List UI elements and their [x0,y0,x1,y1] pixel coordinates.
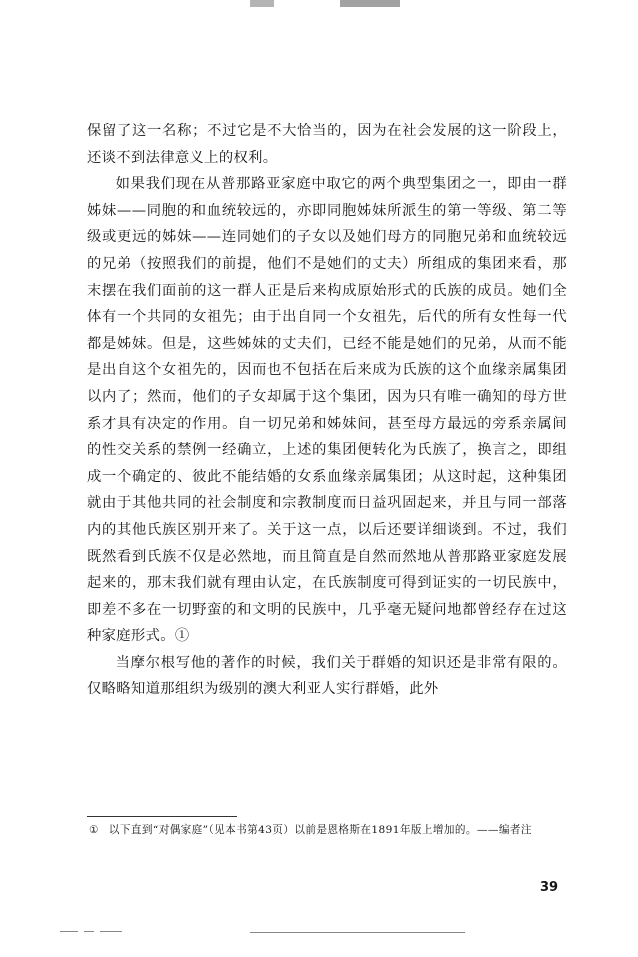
page-number: 39 [540,880,559,895]
footnote-marker: ① [89,824,99,836]
scan-artifact-bottom [60,931,620,939]
paragraph-morgan: 当摩尔根写他的著作的时候，我们关于群婚的知识还是非常有限的。仅略略知道那组织为级别的澳大利亚人实行群婚，此外 [87,654,567,698]
scan-artifact-top [250,0,400,7]
paragraph-clan-formation: 如果我们现在从普那路亚家庭中取它的两个典型集团之一，即由一群姊妹——同胞的和血统较远的，亦即同胞姊妹所派生的第一等级、第二等级或更远的姊妹——连同她们的子女以及她们母方的同胞兄弟和血统较远的兄弟（按照我们的前提，他们不是她们的丈夫）所组成的集团来看，那末摆在我们面前的这一群人正是后来构成原始形式的氏族的成员。她们全体有一个共同的女祖先；由于出自同一个女祖先，后代的所有女性每一代都是姊妹。但是，这些姊妹的丈夫们，已经不能是她们的兄弟，从而不能是出自这个女祖先的，因而也不包括在后来成为氏族的这个血缘亲属集团以内了；然而，他们的子女却属于这个集团，因为只有唯一确知的母方世系才具有决定的作用。自一切兄弟和姊妹间，甚至母方最远的旁系亲属间的性交关系的禁例一经确立，上述的集团便转化为氏族了，换言之，即组成一个确定的、彼此不能结婚的女系血缘亲属集团；从这时起，这种集团就由于其他共同的社会制度和宗教制度而日益巩固起来，并且与同一部落内的其他氏族区别开来了。关于这一点，以后还要详细谈到。不过，我们既然看到氏族不仅是必然地，而且简直是自然而然地从普那路亚家庭发展起来的，那末我们就有理由认定，在氏族制度可得到证实的一切民族中，即差不多在一切野蛮的和文明的民族中，几乎毫无疑问地都曾经存在过这种家庭形式。① [87,176,567,645]
footnote [87,822,567,839]
footnote-text: 以下直到“对偶家庭”（见本书第43页）以前是恩格斯在1891年版上增加的。——编者注 [108,824,532,836]
paragraph-continuation: 保留了这一名称；不过它是不大恰当的，因为在社会发展的这一阶段上，还谈不到法律意义上的权利。 [87,123,567,166]
body-text [87,118,567,703]
footnote-divider [87,816,237,817]
